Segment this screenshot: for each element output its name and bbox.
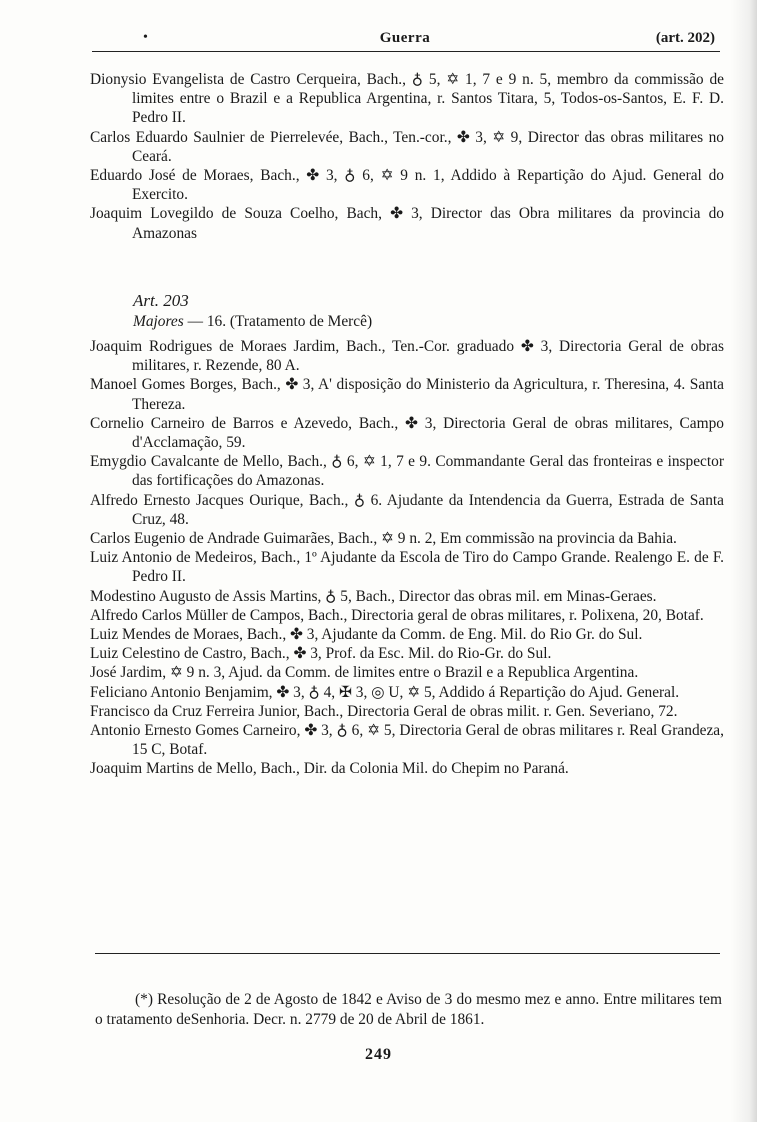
entry: Joaquim Lovegildo de Souza Coelho, Bach, ✤ 3, Director das Obra militares da provincia do Amazonas bbox=[90, 205, 724, 242]
header-article-ref: (art. 202) bbox=[655, 30, 715, 46]
page-number: 249 bbox=[365, 1046, 392, 1063]
page-edge-shadow bbox=[731, 0, 757, 1122]
footnote-rule bbox=[95, 953, 720, 954]
article-rank: Majores bbox=[133, 313, 184, 330]
entry: Alfredo Ernesto Jacques Ourique, Bach., ♁ 6. Ajudante da Intendencia da Guerra, Estrada de Santa Cruz, 48. bbox=[90, 491, 724, 528]
entry: Luiz Mendes de Moraes, Bach., ✤ 3, Ajudante da Comm. de Eng. Mil. do Rio Gr. do Sul. bbox=[90, 626, 643, 644]
entry: Carlos Eduardo Saulnier de Pierrelevée, Bach., Ten.-cor., ✤ 3, ✡ 9, Director das obras militares no Ceará. bbox=[90, 128, 724, 165]
entry: Carlos Eugenio de Andrade Guimarães, Bach., ✡ 9 n. 2, Em commissão na provincia da Bahia. bbox=[90, 530, 677, 548]
header-rule bbox=[92, 51, 720, 52]
article-title: Art. 203 bbox=[133, 291, 189, 310]
entry: Dionysio Evangelista de Castro Cerqueira, Bach., ♁ 5, ✡ 1, 7 e 9 n. 5, membro da commissão de limites entre o Brazil e a Republica Argentina, r. Santos Titara, 5, Todos-os-Santos, E. F. D. Pedro II. bbox=[90, 71, 724, 127]
entries-continued bbox=[90, 70, 724, 243]
entry: José Jardim, ✡ 9 n. 3, Ajud. da Comm. de limites entre o Brazil e a Republica Argentina. bbox=[90, 664, 639, 682]
entry: Modestino Augusto de Assis Martins, ♁ 5, Bach., Director das obras mil. em Minas-Geraes. bbox=[90, 587, 657, 605]
footnote: (*) Resolução de 2 de Agosto de 1842 e Aviso de 3 do mesmo mez e anno. Entre militares tem o tratamento deSenhoria. Decr. n. 2779 de 20 de Abril de 1861. bbox=[95, 991, 722, 1028]
header-dot: • bbox=[143, 30, 148, 45]
running-header bbox=[95, 30, 715, 52]
entry: Cornelio Carneiro de Barros e Azevedo, Bach., ✤ 3, Directoria Geral de obras militares, Campo d'Acclamação, 59. bbox=[90, 414, 724, 452]
entry: Joaquim Martins de Mello, Bach., Dir. da Colonia Mil. do Chepim no Paraná. bbox=[90, 760, 569, 778]
entry: Eduardo José de Moraes, Bach., ✤ 3, ♁ 6, ✡ 9 n. 1, Addido à Repartição do Ajud. General do Exercito. bbox=[90, 167, 724, 204]
entry: Manoel Gomes Borges, Bach., ✤ 3, A' disposição do Ministerio da Agricultura, r. Theresina, 4. Santa Thereza. bbox=[90, 376, 724, 413]
article-subtitle bbox=[133, 312, 633, 332]
entry: Feliciano Antonio Benjamim, ✤ 3, ♁ 4, ✠ 3, ◎ U, ✡ 5, Addido á Repartição do Ajud. General. bbox=[90, 683, 680, 701]
article-count: — 16. (Tratamento de Mercê) bbox=[183, 313, 373, 330]
entry: Luiz Celestino de Castro, Bach., ✤ 3, Prof. da Esc. Mil. do Rio-Gr. do Sul. bbox=[90, 645, 552, 663]
header-title: Guerra bbox=[379, 30, 431, 46]
article-heading bbox=[133, 290, 633, 332]
entry: Alfredo Carlos Müller de Campos, Bach., Directoria geral de obras militares, r. Polixena, 20, Botaf. bbox=[90, 606, 704, 624]
entry: Francisco da Cruz Ferreira Junior, Bach., Directoria Geral de obras milit. r. Gen. Severiano, 72. bbox=[90, 702, 678, 720]
entries-majores bbox=[90, 337, 724, 779]
entry: Emygdio Cavalcante de Mello, Bach., ♁ 6, ✡ 1, 7 e 9. Commandante Geral das fronteiras e inspector das fortificações do Amazonas. bbox=[90, 453, 724, 490]
entry: Joaquim Rodrigues de Moraes Jardim, Bach., Ten.-Cor. graduado ✤ 3, Directoria Geral de obras militares, r. Rezende, 80 A. bbox=[90, 338, 724, 375]
entry: Luiz Antonio de Medeiros, Bach., 1º Ajudante da Escola de Tiro do Campo Grande. Realengo E. de F. Pedro II. bbox=[90, 549, 724, 586]
entry: Antonio Ernesto Gomes Carneiro, ✤ 3, ♁ 6, ✡ 5, Directoria Geral de obras militares r. Real Grandeza, 15 C, Botaf. bbox=[90, 722, 724, 759]
